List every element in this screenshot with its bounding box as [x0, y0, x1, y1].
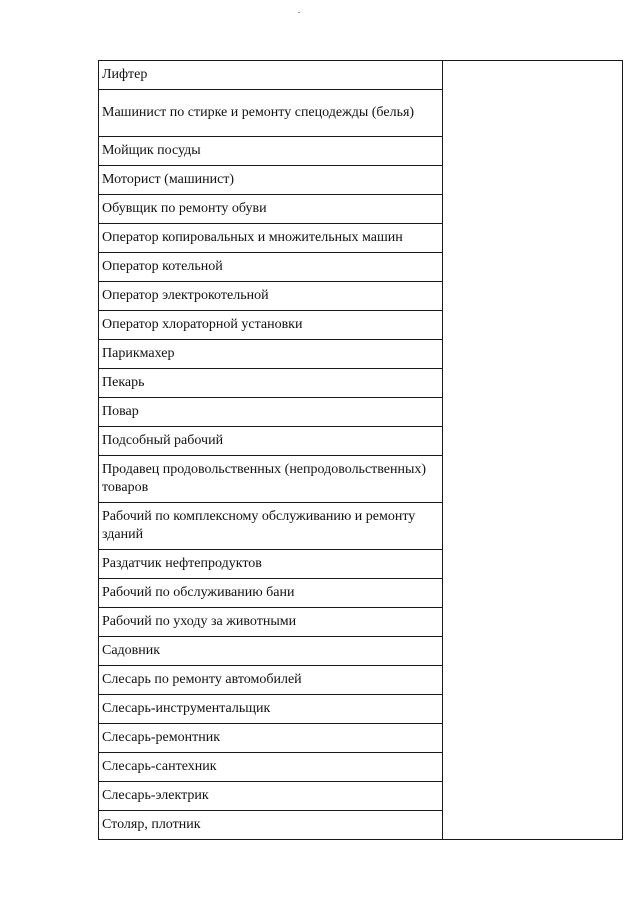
- profession-cell: Слесарь-электрик: [99, 782, 443, 811]
- profession-cell: Слесарь по ремонту автомобилей: [99, 666, 443, 695]
- profession-cell: Обувщик по ремонту обуви: [99, 195, 443, 224]
- profession-cell: Оператор копировальных и множительных машин: [99, 224, 443, 253]
- profession-cell: Слесарь-сантехник: [99, 753, 443, 782]
- profession-cell: Мойщик посуды: [99, 137, 443, 166]
- empty-cell: [443, 61, 623, 840]
- profession-cell: Лифтер: [99, 61, 443, 90]
- profession-cell: Рабочий по уходу за животными: [99, 608, 443, 637]
- profession-cell: Пекарь: [99, 369, 443, 398]
- profession-cell: Оператор котельной: [99, 253, 443, 282]
- professions-table: [98, 60, 623, 840]
- profession-cell: Слесарь-инструментальщик: [99, 695, 443, 724]
- profession-cell: Садовник: [99, 637, 443, 666]
- profession-cell: Подсобный рабочий: [99, 427, 443, 456]
- profession-cell: Слесарь-ремонтник: [99, 724, 443, 753]
- table-row: [99, 61, 623, 90]
- profession-cell: Моторист (машинист): [99, 166, 443, 195]
- profession-cell: Продавец продовольственных (непродовольственных) товаров: [99, 456, 443, 503]
- profession-cell: Оператор электрокотельной: [99, 282, 443, 311]
- profession-cell: Повар: [99, 398, 443, 427]
- profession-cell: Парикмахер: [99, 340, 443, 369]
- profession-cell: Столяр, плотник: [99, 811, 443, 840]
- scan-speck: [298, 12, 300, 13]
- professions-table-body: [99, 61, 623, 840]
- profession-cell: Машинист по стирке и ремонту спецодежды (белья): [99, 90, 443, 137]
- profession-cell: Рабочий по обслуживанию бани: [99, 579, 443, 608]
- profession-cell: Рабочий по комплексному обслуживанию и ремонту зданий: [99, 503, 443, 550]
- profession-cell: Раздатчик нефтепродуктов: [99, 550, 443, 579]
- profession-cell: Оператор хлораторной установки: [99, 311, 443, 340]
